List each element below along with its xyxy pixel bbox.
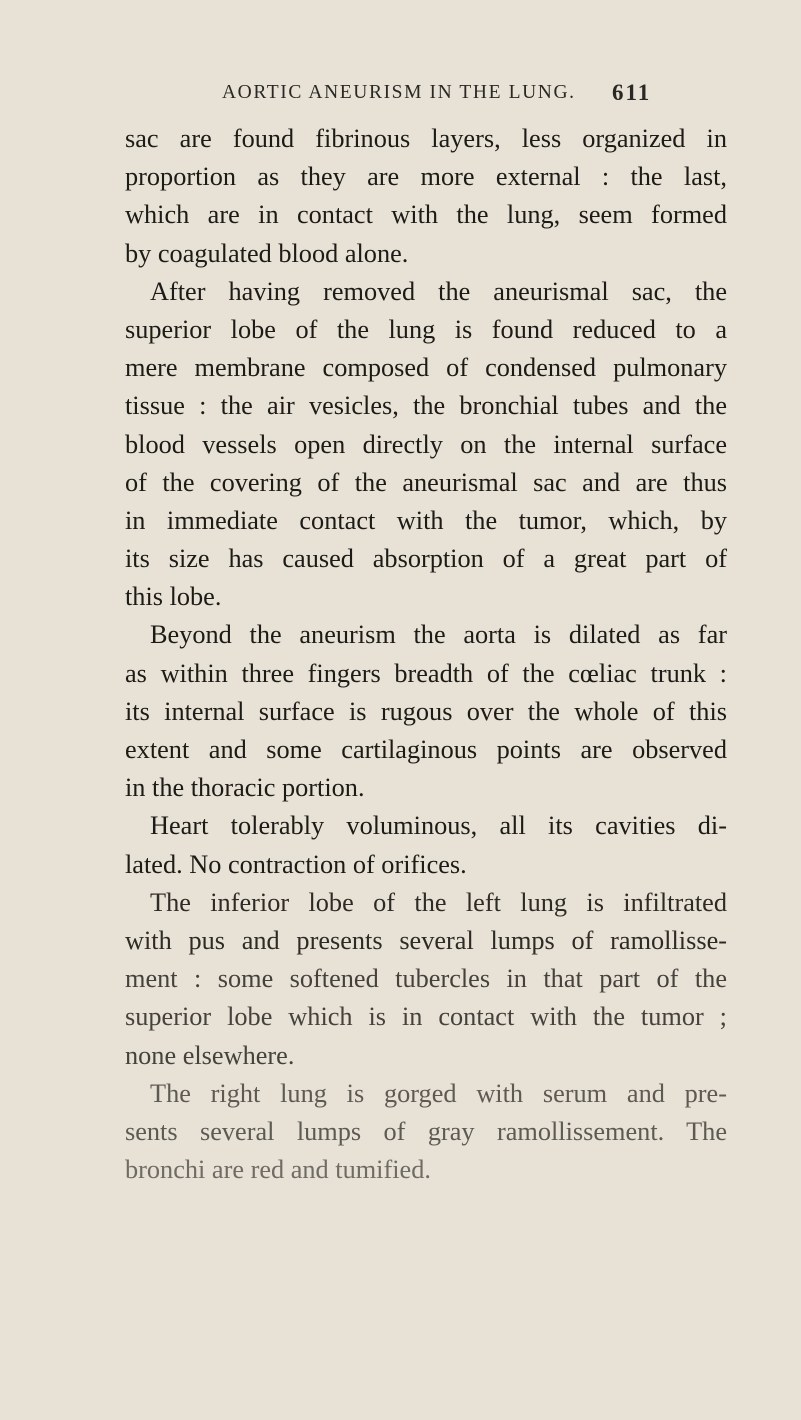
text-line: extent and some cartilaginous points are observed bbox=[125, 735, 727, 764]
text-line: by coagulated blood alone. bbox=[125, 238, 409, 268]
text-line: as within three fingers breadth of the cœliac trunk : bbox=[125, 658, 727, 688]
text-line: After having removed the aneurismal sac, the bbox=[150, 276, 727, 306]
text-line: superior lobe which is in contact with the tumor ; bbox=[125, 1002, 727, 1032]
text-line: sents several lumps of gray ramollissement. The bbox=[125, 1116, 727, 1146]
text-line: bronchi are red and tumified. bbox=[125, 1155, 431, 1185]
text-line: blood vessels open directly on the internal surface bbox=[125, 429, 727, 459]
text-line: The inferior lobe of the left lung is infiltrated bbox=[150, 887, 727, 917]
text-line: its internal surface is rugous over the whole of this bbox=[125, 696, 727, 726]
text-line: Heart tolerably voluminous, all its cavities di- bbox=[150, 811, 727, 841]
text-line: in immediate contact with the tumor, which, by bbox=[125, 505, 727, 535]
page-number: 611 bbox=[612, 80, 652, 105]
text-line: which are in contact with the lung, seem formed bbox=[125, 200, 727, 230]
text-line: superior lobe of the lung is found reduced to a bbox=[125, 314, 727, 344]
text-line: proportion as they are more external : the last, bbox=[125, 162, 727, 192]
text-line: its size has caused absorption of a great part of bbox=[125, 544, 727, 574]
running-head-title: AORTIC ANEURISM IN THE LUNG. bbox=[222, 82, 576, 103]
text-line: Beyond the aneurism the aorta is dilated as far bbox=[150, 620, 727, 650]
text-line: tissue : the air vesicles, the bronchial tubes and the bbox=[125, 391, 727, 421]
text-line: of the covering of the aneurismal sac and are thus bbox=[125, 467, 727, 497]
text-line: The right lung is gorged with serum and pre- bbox=[150, 1078, 727, 1108]
text-line: this lobe. bbox=[125, 582, 222, 612]
text-line: sac are found fibrinous layers, less organized in bbox=[125, 124, 727, 153]
text-line: mere membrane composed of condensed pulmonary bbox=[125, 353, 727, 383]
text-line: with pus and presents several lumps of ramollisse- bbox=[125, 925, 727, 955]
body-text bbox=[125, 120, 727, 1189]
text-line: in the thoracic portion. bbox=[125, 773, 365, 803]
text-line: none elsewhere. bbox=[125, 1040, 295, 1070]
text-line: lated. No contraction of orifices. bbox=[125, 849, 467, 879]
running-head bbox=[0, 82, 801, 116]
text-line: ment : some softened tubercles in that part of the bbox=[125, 964, 727, 994]
